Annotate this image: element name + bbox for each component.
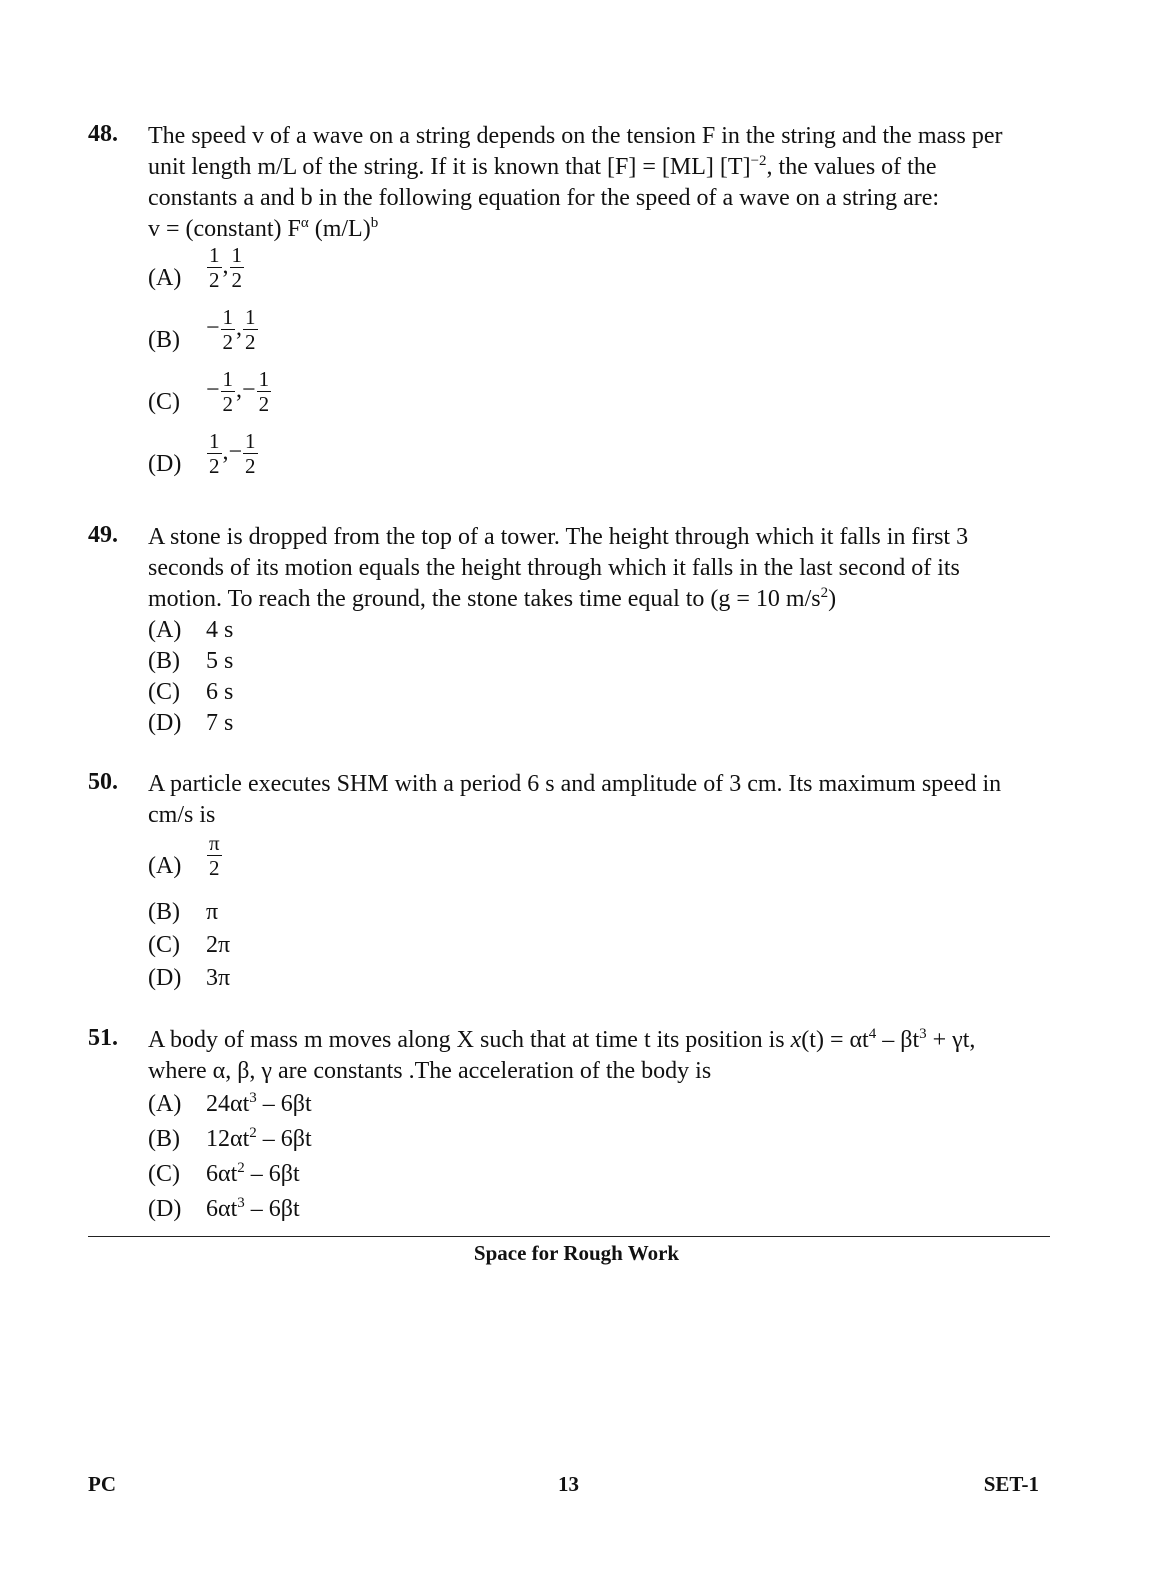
option-label: (D) — [148, 451, 182, 477]
footer-set: SET-1 — [983, 1472, 1039, 1496]
option-label: (B) — [148, 327, 180, 353]
question-51 — [88, 1025, 1038, 1227]
divider — [88, 1236, 1050, 1237]
fraction: $\frac{1}{2}$ — [209, 243, 220, 292]
option-label: (C) — [148, 1161, 180, 1187]
question-number: 49. — [88, 522, 118, 548]
fraction: $\frac{1}{2}$ — [222, 305, 234, 354]
question-48 — [88, 121, 1038, 499]
question-number: 50. — [88, 769, 118, 795]
option-c[interactable]: (C) 6 s — [148, 677, 1038, 708]
option-d[interactable]: (D) 7 s — [148, 708, 1038, 739]
question-number: 51. — [88, 1025, 118, 1051]
fraction: $\frac{\pi}{2}$ — [208, 831, 220, 880]
question-text: A body of mass m moves along X such that at time t its position is $x(t) = \alpha t^4 - \beta t^3 + \gamma t$, where α, β, γ are constants .The acceleration of the body is — [148, 1026, 976, 1084]
option-c[interactable]: (C) $6\alpha t^2 - 6\beta t$ — [148, 1157, 1038, 1192]
option-label: (C) — [148, 389, 180, 415]
option-label: (D) — [148, 1196, 182, 1222]
option-label: (B) — [148, 1126, 180, 1152]
option-label: (D) — [148, 710, 182, 736]
option-b[interactable]: (B) π — [148, 897, 1038, 930]
fraction: $\frac{1}{2}$ — [258, 367, 270, 416]
question-text: The speed v of a wave on a string depends on the tension F in the string and the mass per unit length m/L of the string. If it is known that [F] = [ML] $[T]^{-2}$, the values of the constants a and b in the following equation for the speed of a wave on a string are: v = (constant) $F^\alpha$ $(m/L)^b$ — [148, 121, 1038, 245]
option-c[interactable]: (C) − $\frac{1}{2}$ ,− $\frac{1}{2}$ — [148, 367, 270, 416]
option-label: (D) — [148, 965, 182, 991]
fraction: $\frac{1}{2}$ — [222, 367, 234, 416]
equation: v = (constant) $F^\alpha$ $(m/L)^b$ — [148, 215, 379, 242]
question-49 — [88, 522, 1038, 739]
question-text: A particle executes SHM with a period 6 s and amplitude of 3 cm. Its maximum speed in cm/s is — [148, 771, 1002, 828]
option-label: (A) — [148, 853, 182, 879]
fraction: $\frac{1}{2}$ — [245, 305, 256, 354]
page-number: 13 — [558, 1472, 579, 1496]
option-label: (B) — [148, 899, 180, 925]
option-a[interactable]: (A) $24\alpha t^3 - 6\beta t$ — [148, 1087, 1038, 1122]
rough-work-heading: Space for Rough Work — [473, 1241, 680, 1265]
option-label: (A) — [148, 617, 182, 643]
option-c[interactable]: (C) 2π — [148, 930, 1038, 963]
option-b[interactable]: (B) − $\frac{1}{2}$ , $\frac{1}{2}$ — [148, 305, 256, 354]
option-label: (A) — [148, 1091, 182, 1117]
fraction: $\frac{1}{2}$ — [231, 243, 242, 292]
option-b[interactable]: (B) $12\alpha t^2 - 6\beta t$ — [148, 1122, 1038, 1157]
option-label: (A) — [148, 265, 182, 291]
question-text: A stone is dropped from the top of a tower. The height through which it falls in first 3 seconds of its motion equals the height through which it falls in the last second of its motion. To reach the ground, the stone takes time equal to (g = 10 $m/s^2$) — [148, 524, 969, 612]
option-label: (B) — [148, 648, 180, 674]
footer-code: PC — [88, 1472, 116, 1496]
option-label: (C) — [148, 679, 180, 705]
question-number: 48. — [88, 121, 118, 147]
option-a[interactable]: (A) 4 s — [148, 615, 1038, 646]
fraction: $\frac{1}{2}$ — [209, 429, 220, 478]
option-d[interactable]: (D) $6\alpha t^3 - 6\beta t$ — [148, 1192, 1038, 1227]
fraction: $\frac{1}{2}$ — [245, 429, 256, 478]
option-label: (C) — [148, 932, 180, 958]
option-a[interactable]: (A) $\frac{1}{2}$ , $\frac{1}{2}$ — [148, 243, 242, 292]
option-b[interactable]: (B) 5 s — [148, 646, 1038, 677]
option-d[interactable]: (D) $\frac{1}{2}$ ,− $\frac{1}{2}$ — [148, 429, 256, 478]
question-50 — [88, 769, 1038, 996]
option-a[interactable] — [148, 831, 1038, 897]
option-d[interactable]: (D) 3π — [148, 963, 1038, 996]
